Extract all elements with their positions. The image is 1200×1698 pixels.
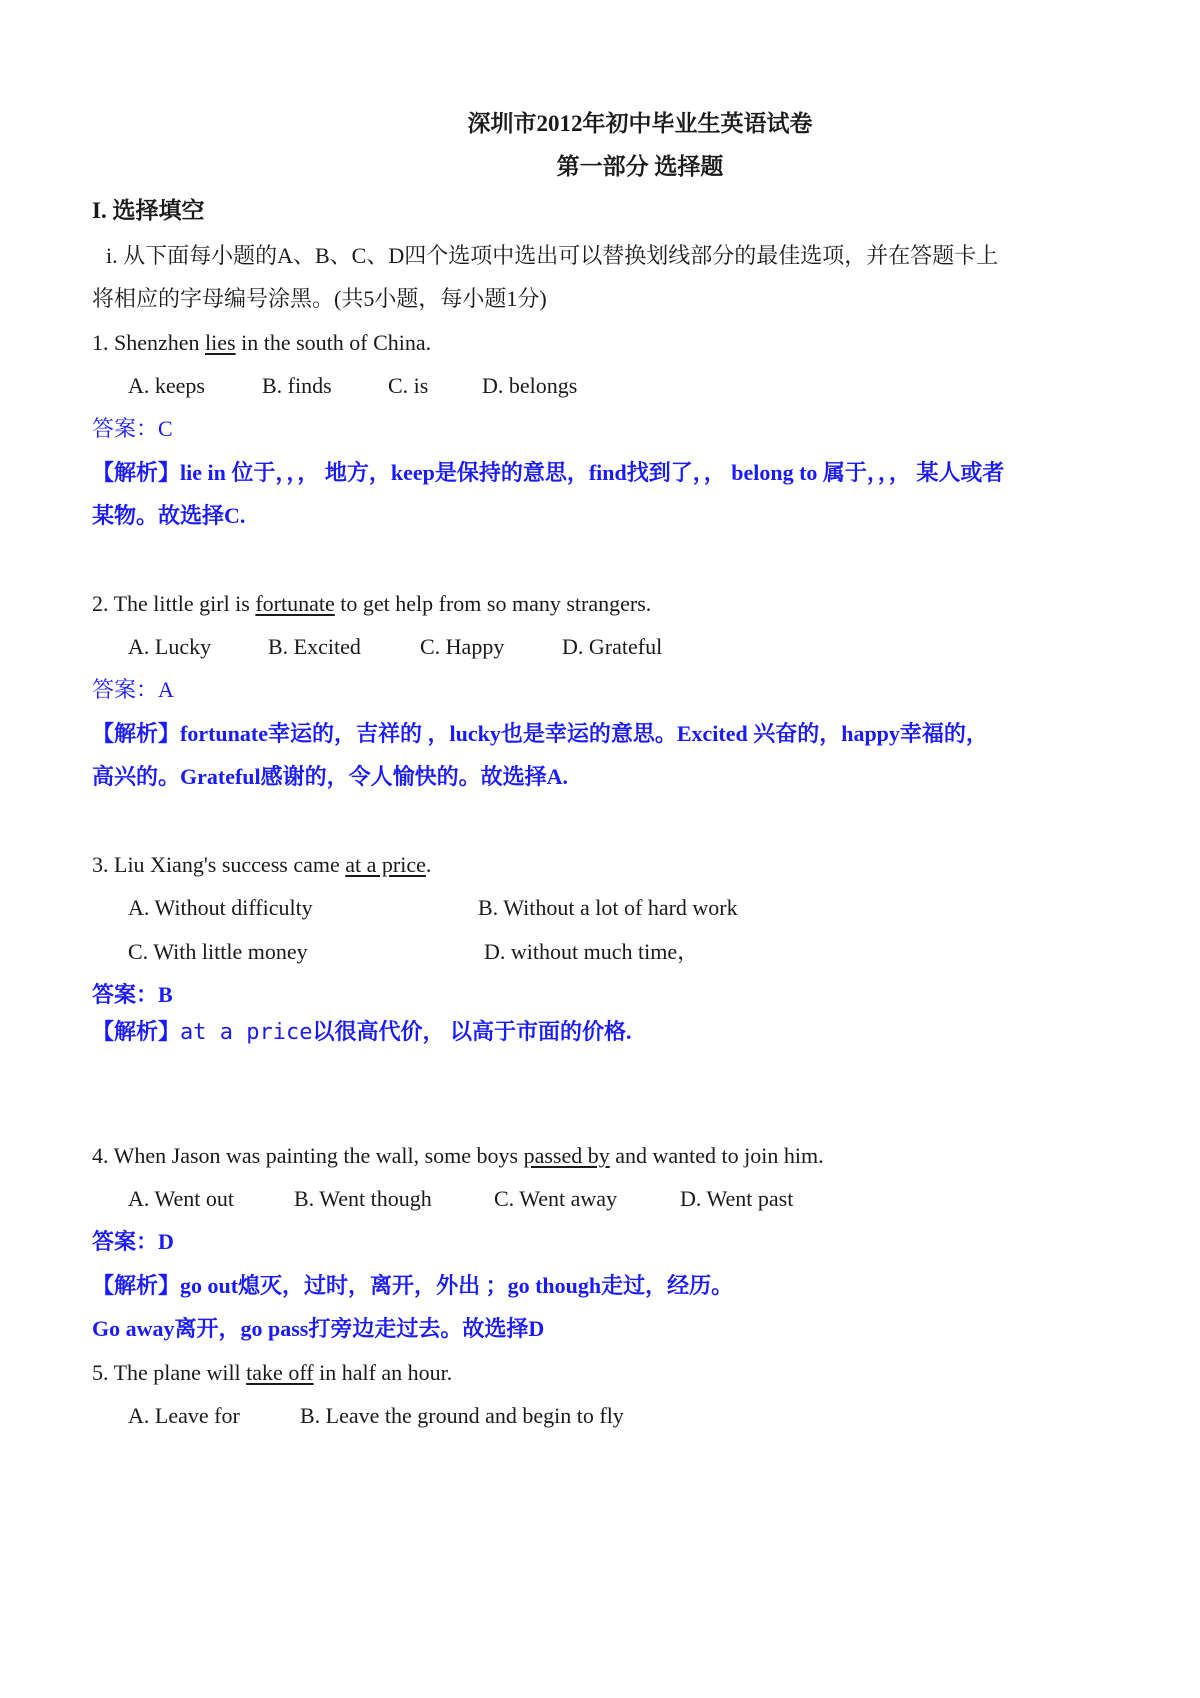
q2-option-a: A. Lucky [128,634,212,659]
question-1-pre: 1. Shenzhen [92,330,206,355]
question-5-pre: 5. The plane will [92,1360,247,1385]
q4-option-c: C. Went away [494,1186,618,1211]
q1-option-b: B. finds [262,373,332,398]
q2-explanation-line-2: 高兴的。Grateful感谢的，令人愉快的。故选择A. [92,764,569,789]
section-heading: I. 选择填空 [92,198,205,223]
q4-explanation-line-1: 【解析】go out熄灭，过时，离开，外出 ；go though走过，经历。 [92,1273,734,1298]
question-4 [92,1140,824,1172]
q2-answer: 答案：A [92,677,174,702]
question-4-pre: 4. When Jason was painting the wall, some boys [92,1143,524,1168]
question-2 [92,588,651,620]
q3-answer: 答案：B [92,982,173,1007]
q3-option-d: D. without much time， [484,939,700,964]
question-2-pre: 2. The little girl is [92,591,256,616]
q2-option-c: C. Happy [420,634,505,659]
q3-explanation [92,1016,631,1049]
question-3-pre: 3. Liu Xiang's success came [92,852,346,877]
exam-title: 深圳市2012年初中毕业生英语试卷 [467,111,813,136]
q4-option-d: D. Went past [680,1186,794,1211]
q2-option-d: D. Grateful [562,634,663,659]
question-4-underlined: passed by [523,1143,610,1168]
question-1-post: in the south of China. [235,330,432,355]
q2-explanation-line-1: 【解析】fortunate幸运的，吉祥的 ，lucky也是幸运的意思。Excited 兴奋的，happy幸福的， [92,721,988,746]
question-1 [92,327,431,359]
q1-answer: 答案：C [92,416,173,441]
question-5-underlined: take off [246,1360,314,1385]
q4-option-b: B. Went though [294,1186,432,1211]
q1-explanation-line-2: 某物。故选择C. [92,503,246,528]
q3-explanation-head: 【解析】 [92,1019,181,1044]
question-4-post: and wanted to join him. [609,1143,824,1168]
question-2-underlined: fortunate [255,591,335,616]
question-1-underlined: lies [205,330,236,355]
q4-answer: 答案：D [92,1229,174,1254]
q1-option-c: C. is [388,373,429,398]
question-5 [92,1357,452,1389]
q3-option-a: A. Without difficulty [128,895,313,920]
q1-option-d: D. belongs [482,373,578,398]
q1-explanation-line-1: 【解析】lie in 位于，，， 地方，keep是保持的意思，find找到了，， belong to 属于，，， 某人或者 [92,460,1005,485]
q3-option-b: B. Without a lot of hard work [478,895,738,920]
q3-option-c: C. With little money [128,939,308,964]
q5-option-b: B. Leave the ground and begin to fly [300,1403,624,1428]
question-3-underlined: at a price [345,852,426,877]
part-subtitle: 第一部分 选择题 [556,154,724,179]
q5-option-a: A. Leave for [128,1403,240,1428]
q2-option-b: B. Excited [268,634,361,659]
instruction-line-1: i. 从下面每小题的A、B、C、D四个选项中选出可以替换划线部分的最佳选项，并在答题卡上 [106,243,999,268]
q4-explanation-line-2: Go away离开，go pass打旁边走过去。故选择D [92,1316,545,1341]
question-3 [92,849,431,881]
q1-option-a: A. keeps [128,373,205,398]
question-2-post: to get help from so many strangers. [334,591,652,616]
q3-explanation-phrase: at a price [180,1020,313,1045]
q4-option-a: A. Went out [128,1186,234,1211]
q3-explanation-tail: 以很高代价， 以高于市面的价格. [312,1019,632,1044]
question-3-post: . [425,852,432,877]
instruction-line-2: 将相应的字母编号涂黑。(共5小题，每小题1分) [92,286,547,311]
question-5-post: in half an hour. [313,1360,453,1385]
